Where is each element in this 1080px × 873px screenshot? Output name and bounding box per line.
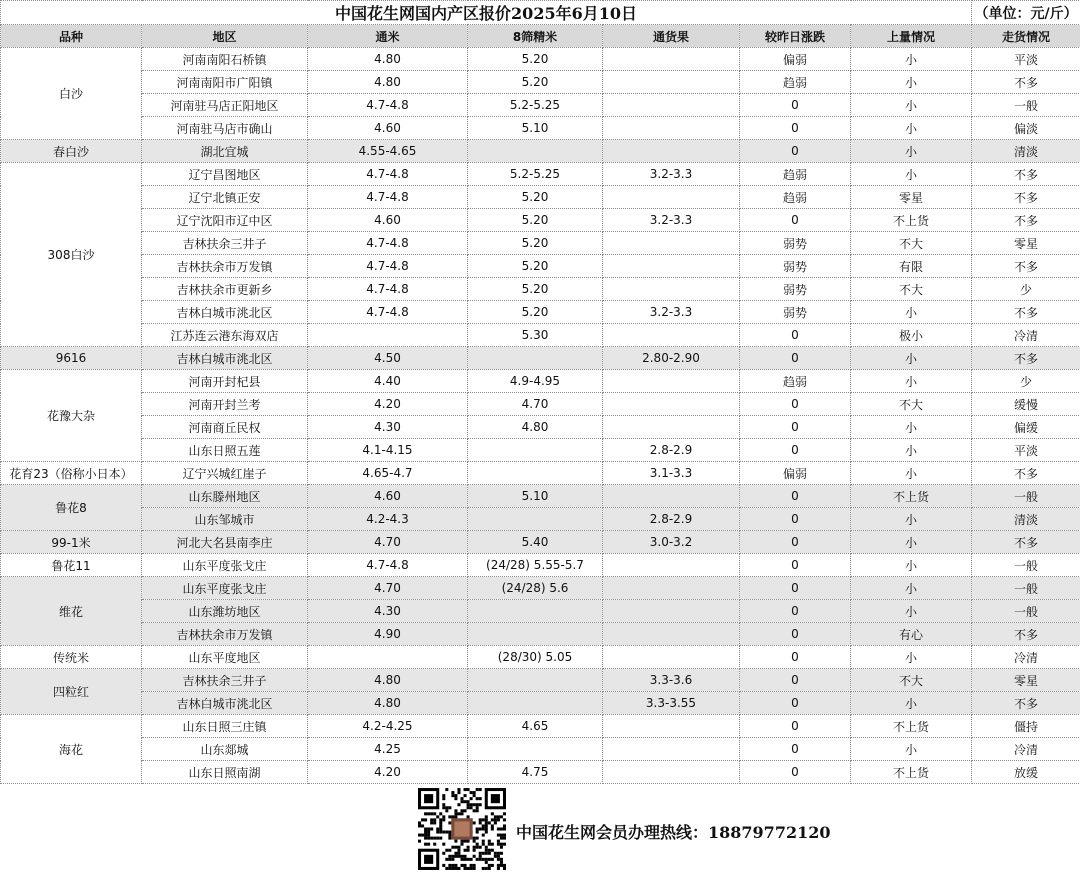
- table-cell: 零星: [851, 186, 972, 209]
- table-cell: [603, 186, 740, 209]
- table-cell: 4.30: [308, 416, 468, 439]
- table-cell: 5.30: [468, 324, 603, 347]
- table-cell: 有心: [851, 623, 972, 646]
- table-cell: 不大: [851, 669, 972, 692]
- table-cell: 不大: [851, 278, 972, 301]
- table-cell: [308, 324, 468, 347]
- hotline: [516, 820, 830, 843]
- qr-code-icon[interactable]: [418, 788, 506, 870]
- table-cell: 4.2-4.25: [308, 715, 468, 738]
- hotline-label: 中国花生网会员办理热线：: [516, 823, 709, 842]
- table-cell: 4.7-4.8: [308, 232, 468, 255]
- table-cell: [468, 600, 603, 623]
- table-row: [1, 485, 1080, 508]
- table-cell: 偏缓: [972, 416, 1080, 439]
- table-cell: 不多: [972, 301, 1080, 324]
- table-cell: [603, 117, 740, 140]
- table-cell: [603, 232, 740, 255]
- table-cell: 弱势: [740, 255, 851, 278]
- table-cell: 偏淡: [972, 117, 1080, 140]
- table-cell: [603, 255, 740, 278]
- table-cell: 2.8-2.9: [603, 508, 740, 531]
- table-row: [1, 186, 1080, 209]
- table-row: [1, 439, 1080, 462]
- table-cell: 4.65-4.7: [308, 462, 468, 485]
- table-cell: 一般: [972, 600, 1080, 623]
- table-cell: 不多: [972, 623, 1080, 646]
- table-cell: 山东郯城: [142, 738, 308, 761]
- table-cell: [468, 669, 603, 692]
- table-row: [1, 117, 1080, 140]
- table-cell: [603, 600, 740, 623]
- table-cell: 小: [851, 163, 972, 186]
- table-cell: 辽宁昌图地区: [142, 163, 308, 186]
- table-cell: 冷清: [972, 324, 1080, 347]
- variety-cell: 鲁花8: [1, 485, 142, 531]
- table-cell: [603, 761, 740, 784]
- table-cell: 4.60: [308, 209, 468, 232]
- table-cell: [603, 646, 740, 669]
- column-header: 较昨日涨跌: [740, 25, 851, 48]
- table-cell: 不多: [972, 71, 1080, 94]
- table-cell: 小: [851, 370, 972, 393]
- table-row: [1, 370, 1080, 393]
- table-row: [1, 462, 1080, 485]
- table-cell: 0: [740, 692, 851, 715]
- variety-cell: 维花: [1, 577, 142, 646]
- table-row: [1, 554, 1080, 577]
- table-cell: [603, 554, 740, 577]
- table-cell: [603, 623, 740, 646]
- table-cell: 清淡: [972, 508, 1080, 531]
- table-cell: 河南南阳石桥镇: [142, 48, 308, 71]
- table-cell: 小: [851, 554, 972, 577]
- table-cell: 5.20: [468, 301, 603, 324]
- table-cell: 小: [851, 416, 972, 439]
- table-cell: 5.20: [468, 186, 603, 209]
- table-cell: 小: [851, 48, 972, 71]
- table-row: [1, 715, 1080, 738]
- table-cell: 冷清: [972, 738, 1080, 761]
- table-cell: 零星: [972, 232, 1080, 255]
- table-cell: 趋弱: [740, 71, 851, 94]
- table-cell: 不上货: [851, 715, 972, 738]
- table-cell: 平淡: [972, 48, 1080, 71]
- table-cell: 4.80: [308, 71, 468, 94]
- table-cell: 5.10: [468, 117, 603, 140]
- table-cell: [468, 347, 603, 370]
- table-cell: [468, 140, 603, 163]
- table-cell: 0: [740, 600, 851, 623]
- table-cell: 4.20: [308, 393, 468, 416]
- column-header: 8筛精米: [468, 25, 603, 48]
- table-cell: 山东日照三庄镇: [142, 715, 308, 738]
- table-cell: 5.20: [468, 232, 603, 255]
- table-row: [1, 669, 1080, 692]
- table-cell: (24/28) 5.55-5.7: [468, 554, 603, 577]
- table-cell: [468, 738, 603, 761]
- table-cell: 不大: [851, 393, 972, 416]
- table-cell: 吉林白城市洮北区: [142, 692, 308, 715]
- table-cell: 清淡: [972, 140, 1080, 163]
- table-row: [1, 48, 1080, 71]
- table-cell: [603, 324, 740, 347]
- table-cell: 0: [740, 669, 851, 692]
- table-cell: 小: [851, 531, 972, 554]
- column-header: 地区: [142, 25, 308, 48]
- table-cell: 4.7-4.8: [308, 301, 468, 324]
- table-cell: 3.2-3.3: [603, 301, 740, 324]
- table-cell: 4.20: [308, 761, 468, 784]
- table-cell: 偏弱: [740, 462, 851, 485]
- table-cell: 河南商丘民权: [142, 416, 308, 439]
- table-cell: 2.8-2.9: [603, 439, 740, 462]
- table-row: [1, 324, 1080, 347]
- table-cell: 5.20: [468, 209, 603, 232]
- table-row: [1, 531, 1080, 554]
- table-cell: [603, 577, 740, 600]
- table-cell: 4.55-4.65: [308, 140, 468, 163]
- table-cell: 4.25: [308, 738, 468, 761]
- table-row: [1, 416, 1080, 439]
- table-cell: 僵持: [972, 715, 1080, 738]
- page-title: 中国花生网国内产区报价2025年6月10日: [1, 1, 972, 25]
- table-row: [1, 623, 1080, 646]
- table-cell: 0: [740, 324, 851, 347]
- table-cell: 小: [851, 117, 972, 140]
- table-cell: [603, 370, 740, 393]
- table-cell: 0: [740, 577, 851, 600]
- table-cell: 吉林白城市洮北区: [142, 347, 308, 370]
- table-cell: 趋弱: [740, 163, 851, 186]
- variety-cell: 白沙: [1, 48, 142, 140]
- table-cell: 4.7-4.8: [308, 278, 468, 301]
- table-cell: [468, 692, 603, 715]
- table-row: [1, 577, 1080, 600]
- table-cell: 河南开封杞县: [142, 370, 308, 393]
- table-cell: 0: [740, 715, 851, 738]
- table-cell: 辽宁沈阳市辽中区: [142, 209, 308, 232]
- header-row: [1, 25, 1080, 48]
- table-cell: 0: [740, 347, 851, 370]
- table-cell: 吉林扶余三井子: [142, 232, 308, 255]
- price-table-body: [1, 1, 1080, 784]
- table-cell: 4.70: [308, 577, 468, 600]
- table-cell: 0: [740, 393, 851, 416]
- table-row: [1, 347, 1080, 370]
- table-cell: 一般: [972, 94, 1080, 117]
- table-cell: 河南驻马店市确山: [142, 117, 308, 140]
- table-cell: 小: [851, 508, 972, 531]
- variety-cell: 鲁花11: [1, 554, 142, 577]
- table-cell: 小: [851, 738, 972, 761]
- table-cell: 辽宁北镇正安: [142, 186, 308, 209]
- table-cell: 小: [851, 94, 972, 117]
- table-cell: [468, 462, 603, 485]
- table-cell: 0: [740, 439, 851, 462]
- column-header: 通米: [308, 25, 468, 48]
- variety-cell: 海花: [1, 715, 142, 784]
- table-cell: 吉林扶余市万发镇: [142, 623, 308, 646]
- variety-cell: 四粒红: [1, 669, 142, 715]
- table-row: [1, 278, 1080, 301]
- table-cell: 3.2-3.3: [603, 209, 740, 232]
- table-cell: 放缓: [972, 761, 1080, 784]
- table-cell: [468, 439, 603, 462]
- table-cell: 3.3-3.6: [603, 669, 740, 692]
- table-row: [1, 646, 1080, 669]
- table-cell: 吉林扶余市万发镇: [142, 255, 308, 278]
- table-row: [1, 692, 1080, 715]
- variety-cell: 花育23（俗称小日本）: [1, 462, 142, 485]
- table-cell: [603, 416, 740, 439]
- table-cell: 河北大名县南李庄: [142, 531, 308, 554]
- table-cell: 5.20: [468, 255, 603, 278]
- table-cell: 4.60: [308, 485, 468, 508]
- variety-cell: 传统米: [1, 646, 142, 669]
- table-row: [1, 140, 1080, 163]
- table-cell: 不多: [972, 692, 1080, 715]
- table-cell: 0: [740, 761, 851, 784]
- table-cell: 4.75: [468, 761, 603, 784]
- table-cell: 有限: [851, 255, 972, 278]
- table-cell: 4.7-4.8: [308, 94, 468, 117]
- table-cell: 小: [851, 462, 972, 485]
- variety-cell: 99-1米: [1, 531, 142, 554]
- table-cell: 山东平度张戈庄: [142, 554, 308, 577]
- table-cell: 0: [740, 416, 851, 439]
- table-cell: 5.10: [468, 485, 603, 508]
- table-cell: 5.20: [468, 48, 603, 71]
- table-row: [1, 209, 1080, 232]
- table-cell: 河南开封兰考: [142, 393, 308, 416]
- table-cell: 4.50: [308, 347, 468, 370]
- table-cell: 5.2-5.25: [468, 163, 603, 186]
- table-cell: 0: [740, 508, 851, 531]
- table-cell: 5.2-5.25: [468, 94, 603, 117]
- table-row: [1, 600, 1080, 623]
- table-row: [1, 738, 1080, 761]
- table-cell: 山东日照南湖: [142, 761, 308, 784]
- table-cell: [603, 140, 740, 163]
- table-cell: 0: [740, 738, 851, 761]
- table-cell: 不上货: [851, 761, 972, 784]
- table-cell: 不多: [972, 186, 1080, 209]
- table-cell: 4.80: [308, 669, 468, 692]
- table-cell: 不上货: [851, 209, 972, 232]
- table-cell: 不多: [972, 531, 1080, 554]
- table-cell: 4.60: [308, 117, 468, 140]
- table-cell: 0: [740, 531, 851, 554]
- table-cell: 吉林白城市洮北区: [142, 301, 308, 324]
- table-cell: 5.40: [468, 531, 603, 554]
- table-cell: [603, 485, 740, 508]
- table-cell: 缓慢: [972, 393, 1080, 416]
- table-cell: 5.20: [468, 278, 603, 301]
- table-cell: 4.7-4.8: [308, 163, 468, 186]
- table-cell: 不大: [851, 232, 972, 255]
- table-cell: 趋弱: [740, 186, 851, 209]
- table-cell: 4.30: [308, 600, 468, 623]
- table-cell: 少: [972, 370, 1080, 393]
- table-cell: [468, 623, 603, 646]
- table-cell: 3.3-3.55: [603, 692, 740, 715]
- table-cell: [603, 71, 740, 94]
- table-cell: 0: [740, 140, 851, 163]
- table-cell: [308, 646, 468, 669]
- table-cell: [603, 738, 740, 761]
- table-cell: 不多: [972, 462, 1080, 485]
- table-cell: 山东潍坊地区: [142, 600, 308, 623]
- table-row: [1, 232, 1080, 255]
- footer: [0, 786, 1080, 873]
- table-cell: 0: [740, 485, 851, 508]
- table-cell: 山东平度地区: [142, 646, 308, 669]
- table-cell: 4.80: [308, 48, 468, 71]
- table-cell: 4.2-4.3: [308, 508, 468, 531]
- table-cell: 偏弱: [740, 48, 851, 71]
- table-cell: 小: [851, 140, 972, 163]
- table-row: [1, 761, 1080, 784]
- table-cell: 小: [851, 600, 972, 623]
- table-cell: 冷清: [972, 646, 1080, 669]
- table-cell: 吉林扶余三井子: [142, 669, 308, 692]
- table-cell: [603, 715, 740, 738]
- table-cell: 山东日照五莲: [142, 439, 308, 462]
- table-cell: 趋弱: [740, 370, 851, 393]
- unit-label: （单位：元/斤）: [972, 1, 1080, 25]
- table-cell: 一般: [972, 554, 1080, 577]
- table-cell: [603, 48, 740, 71]
- table-row: [1, 393, 1080, 416]
- table-cell: 4.7-4.8: [308, 255, 468, 278]
- table-cell: 江苏连云港东海双店: [142, 324, 308, 347]
- variety-cell: 花豫大杂: [1, 370, 142, 462]
- table-cell: 一般: [972, 577, 1080, 600]
- table-cell: 小: [851, 71, 972, 94]
- table-row: [1, 163, 1080, 186]
- table-row: [1, 301, 1080, 324]
- table-cell: (24/28) 5.6: [468, 577, 603, 600]
- table-cell: [603, 278, 740, 301]
- table-cell: 4.9-4.95: [468, 370, 603, 393]
- table-cell: 少: [972, 278, 1080, 301]
- table-cell: 0: [740, 623, 851, 646]
- table-cell: 0: [740, 554, 851, 577]
- table-cell: 河南驻马店正阳地区: [142, 94, 308, 117]
- table-row: [1, 71, 1080, 94]
- table-cell: 4.7-4.8: [308, 554, 468, 577]
- table-cell: 湖北宜城: [142, 140, 308, 163]
- table-cell: 3.0-3.2: [603, 531, 740, 554]
- table-cell: 弱势: [740, 301, 851, 324]
- table-cell: 极小: [851, 324, 972, 347]
- table-cell: 河南南阳市广阳镇: [142, 71, 308, 94]
- table-cell: 不多: [972, 347, 1080, 370]
- table-cell: 小: [851, 439, 972, 462]
- table-cell: 0: [740, 94, 851, 117]
- table-cell: 0: [740, 117, 851, 140]
- table-cell: 4.70: [308, 531, 468, 554]
- table-cell: 弱势: [740, 232, 851, 255]
- table-cell: 小: [851, 301, 972, 324]
- table-row: [1, 94, 1080, 117]
- table-cell: 0: [740, 209, 851, 232]
- column-header: 上量情况: [851, 25, 972, 48]
- table-cell: 4.65: [468, 715, 603, 738]
- column-header: 走货情况: [972, 25, 1080, 48]
- table-cell: [468, 508, 603, 531]
- table-cell: 不上货: [851, 485, 972, 508]
- table-cell: 山东平度张戈庄: [142, 577, 308, 600]
- table-cell: 不多: [972, 255, 1080, 278]
- table-cell: 4.1-4.15: [308, 439, 468, 462]
- table-row: [1, 255, 1080, 278]
- table-cell: (28/30) 5.05: [468, 646, 603, 669]
- hotline-number[interactable]: 18879772120: [708, 823, 831, 842]
- column-header: 通货果: [603, 25, 740, 48]
- variety-cell: 春白沙: [1, 140, 142, 163]
- column-header: 品种: [1, 25, 142, 48]
- table-cell: 小: [851, 577, 972, 600]
- table-cell: 弱势: [740, 278, 851, 301]
- table-cell: 小: [851, 692, 972, 715]
- table-cell: 4.40: [308, 370, 468, 393]
- table-cell: 4.70: [468, 393, 603, 416]
- title-row: [1, 1, 1080, 25]
- table-cell: 0: [740, 646, 851, 669]
- table-cell: 3.2-3.3: [603, 163, 740, 186]
- table-cell: 不多: [972, 209, 1080, 232]
- table-cell: [603, 94, 740, 117]
- table-row: [1, 508, 1080, 531]
- table-cell: [603, 393, 740, 416]
- table-cell: 4.80: [308, 692, 468, 715]
- table-cell: 3.1-3.3: [603, 462, 740, 485]
- table-cell: 小: [851, 646, 972, 669]
- table-cell: 小: [851, 347, 972, 370]
- table-cell: 辽宁兴城红崖子: [142, 462, 308, 485]
- table-cell: 平淡: [972, 439, 1080, 462]
- table-cell: 山东滕州地区: [142, 485, 308, 508]
- table-cell: 4.80: [468, 416, 603, 439]
- table-cell: 不多: [972, 163, 1080, 186]
- variety-cell: 9616: [1, 347, 142, 370]
- table-cell: 一般: [972, 485, 1080, 508]
- table-cell: 2.80-2.90: [603, 347, 740, 370]
- variety-cell: 308白沙: [1, 163, 142, 347]
- table-cell: 吉林扶余市更新乡: [142, 278, 308, 301]
- table-cell: 4.90: [308, 623, 468, 646]
- table-cell: 零星: [972, 669, 1080, 692]
- table-cell: 4.7-4.8: [308, 186, 468, 209]
- table-cell: 山东邹城市: [142, 508, 308, 531]
- table-cell: 5.20: [468, 71, 603, 94]
